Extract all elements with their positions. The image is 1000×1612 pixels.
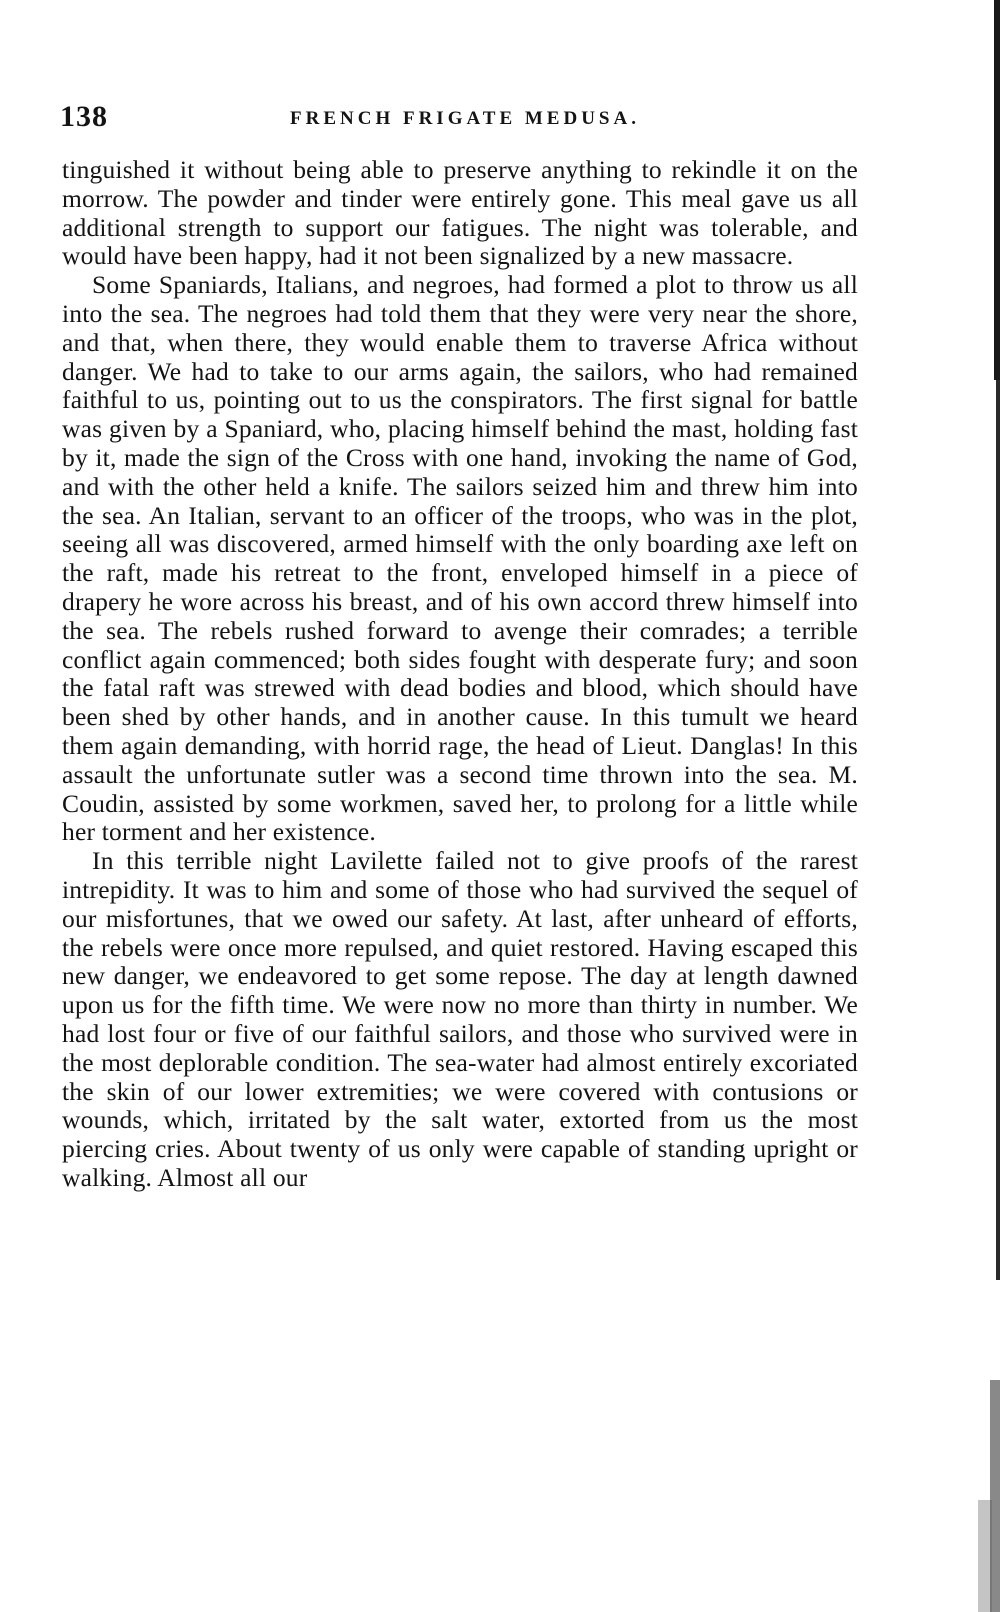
page-number: 138 [60,100,108,133]
paragraph-1: tinguished it without being able to preserve anything to rekindle it on the morrow. The powder and tinder were entirely gone. This meal gave us all additional strength to support our fatigues. The night was tolerable, and would have been happy, had it not been signalized by a new massacre. [62,155,858,271]
page-edge-shadow [972,0,1000,1612]
paragraph-2: Some Spaniards, Italians, and negroes, had formed a plot to throw us all into the sea. The negroes had told them that they were very near the shore, and that, when there, they would enable them to traverse Africa without danger. We had to take to our arms again, the sailors, who had remained faithful to us, pointing out to us the conspirators. The first signal for battle was given by a Spaniard, who, placing himself behind the mast, holding fast by it, made the sign of the Cross with one hand, invoking the name of God, and with the other held a knife. The sailors seized him and threw him into the sea. An Italian, servant to an officer of the troops, who was in the plot, seeing all was discovered, armed himself with the only boarding axe left on the raft, made his retreat to the front, enveloped himself in a piece of drapery he wore across his breast, and of his own accord threw himself into the sea. The rebels rushed forward to avenge their comrades; a terrible conflict again commenced; both sides fought with desperate fury; and soon the fatal raft was strewed with dead bodies and blood, which should have been shed by other hands, and in another cause. In this tumult we heard them again demanding, with horrid rage, the head of Lieut. Danglas! In this assault the unfortunate sutler was a second time thrown into the sea. M. Coudin, assisted by some workmen, saved her, to prolong for a little while her torment and her existence. [62,270,858,847]
paragraph-3: In this terrible night Lavilette failed not to give proofs of the rarest intrepidity. It was to him and some of those who had survived the sequel of our misfortunes, that we owed our safety. At last, after unheard of efforts, the rebels were once more repulsed, and quiet restored. Having escaped this new danger, we endeavored to get some repose. The day at length dawned upon us for the fifth time. We were now no more than thirty in number. We had lost four or five of our faithful sailors, and those who survived were in the most deplorable condition. The sea-water had almost entirely excoriated the skin of our lower extremities; we were covered with contusions or wounds, which, irritated by the salt water, extorted from us the most piercing cries. About twenty of us only were capable of standing upright or walking. Almost all our [62,846,858,1192]
running-head [60,100,940,136]
running-title: FRENCH FRIGATE MEDUSA. [290,108,640,129]
body-text [62,156,858,1193]
